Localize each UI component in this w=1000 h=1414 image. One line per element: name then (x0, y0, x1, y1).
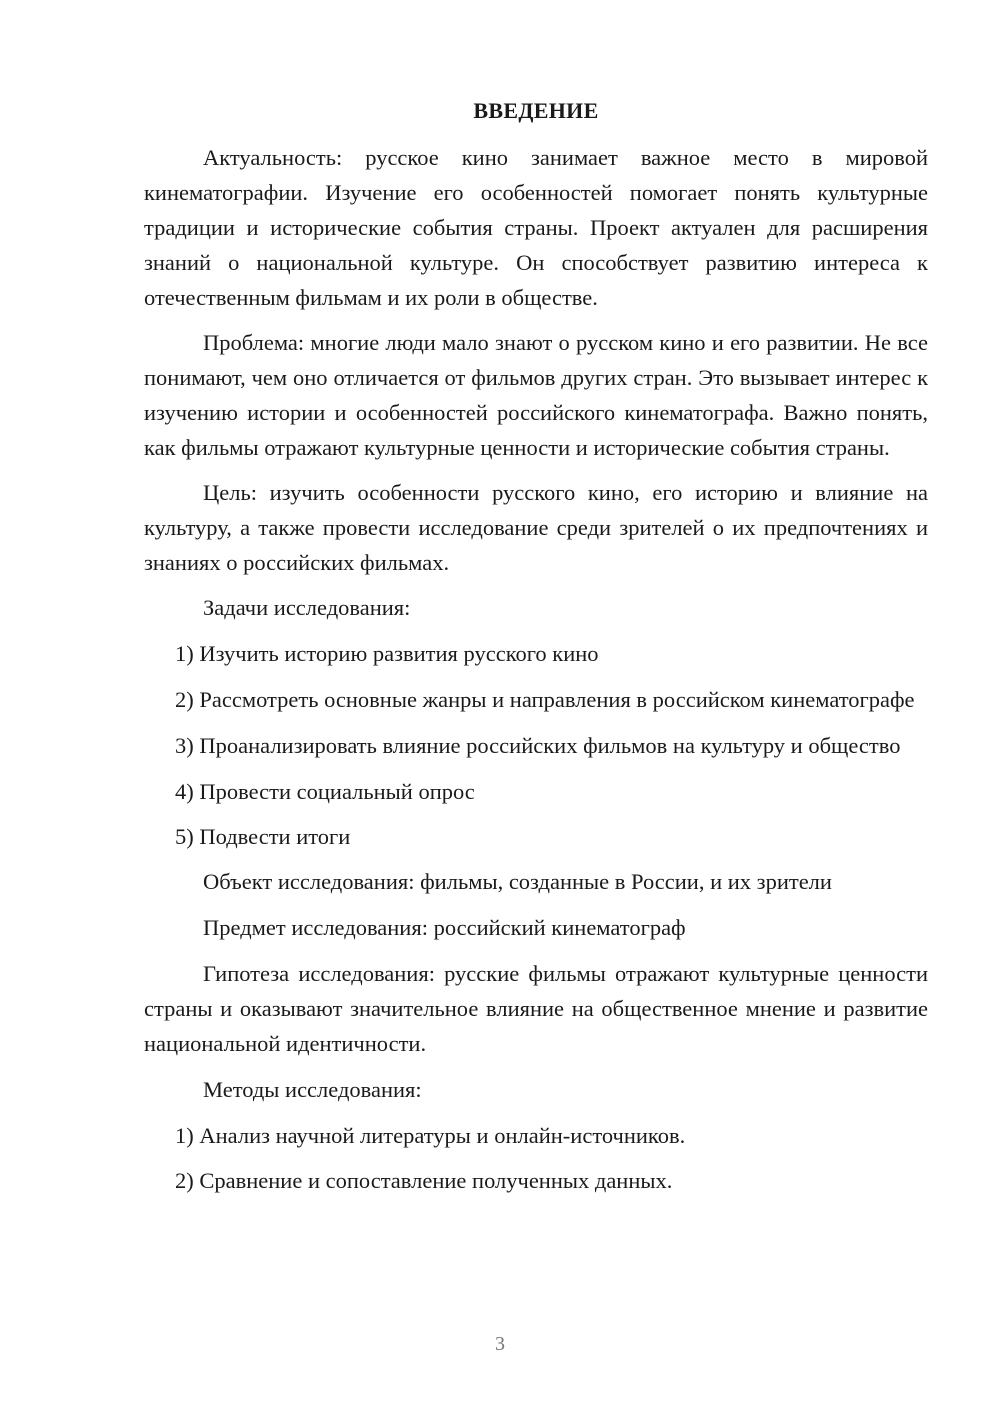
task-item-3: 3) Проанализировать влияние российских фильмов на культуру и общество (175, 733, 901, 758)
object-paragraph: Объект исследования: фильмы, созданные в России, и их зрители (203, 869, 832, 894)
page-title: ВВЕДЕНИЕ (473, 98, 599, 123)
task-item-5: 5) Подвести итоги (175, 824, 351, 849)
task-item-1: 1) Изучить историю развития русского кино (175, 641, 599, 666)
page-number: 3 (495, 1333, 505, 1355)
task-item-2: 2) Рассмотреть основные жанры и направления в российском кинематографе (175, 687, 915, 712)
page-body (144, 93, 928, 1198)
subject-paragraph: Предмет исследования: российский кинематограф (203, 915, 686, 940)
method-item-2: 2) Сравнение и сопоставление полученных данных. (175, 1168, 673, 1193)
hypothesis-paragraph: Гипотеза исследования: русские фильмы отражают культурные ценности страны и оказывают значительное влияние на общественное мнение и развитие национальной идентичности. (144, 961, 928, 1056)
actuality-paragraph: Актуальность: русское кино занимает важное место в мировой кинематографии. Изучение его особенностей помогает понять культурные традиции и исторические события страны. Проект актуален для расширения знаний о национальной культуре. Он способствует развитию интереса к отечественным фильмам и их роли в обществе. (144, 145, 928, 310)
methods-title: Методы исследования: (203, 1077, 422, 1102)
goal-paragraph: Цель: изучить особенности русского кино, его историю и влияние на культуру, а также провести исследование среди зрителей о их предпочтениях и знаниях о российских фильмах. (144, 480, 928, 575)
problem-paragraph: Проблема: многие люди мало знают о русском кино и его развитии. Не все понимают, чем оно отличается от фильмов других стран. Это вызывает интерес к изучению истории и особенностей российского кинематографа. Важно понять, как фильмы отражают культурные ценности и исторические события страны. (144, 330, 928, 460)
task-item-4: 4) Провести социальный опрос (175, 779, 475, 804)
tasks-title: Задачи исследования: (203, 595, 411, 620)
method-item-1: 1) Анализ научной литературы и онлайн-источников. (175, 1123, 686, 1148)
